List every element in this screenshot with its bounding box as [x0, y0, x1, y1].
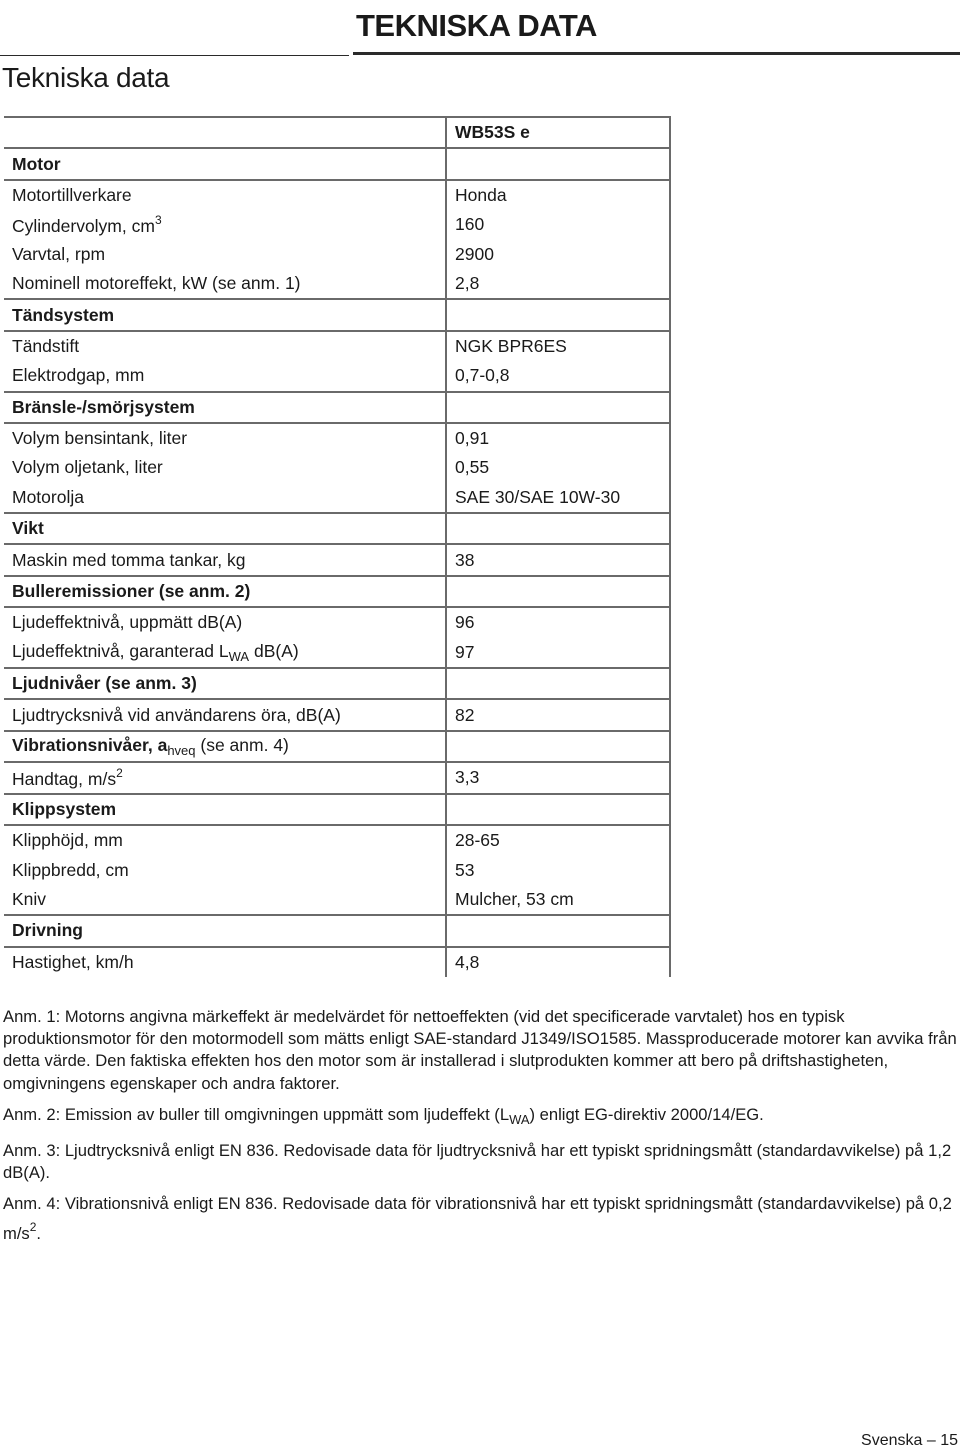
spec-value: 28-65	[446, 825, 670, 855]
label-text: Motor	[12, 153, 61, 174]
header-rule	[353, 52, 960, 55]
table-group-row	[4, 731, 670, 762]
label-text: Tändsystem	[12, 304, 115, 325]
spec-label	[4, 210, 446, 239]
label-text: Kniv	[12, 888, 47, 909]
note-text-suffix: ) enligt EG-direktiv 2000/14/EG.	[529, 1104, 764, 1124]
table-row	[4, 483, 670, 513]
spec-value: 53	[446, 855, 670, 884]
spec-label	[4, 855, 446, 884]
spec-value: 38	[446, 544, 670, 575]
table-row	[4, 825, 670, 855]
note-prefix: Anm. 3:	[3, 1141, 61, 1161]
label-text: Ljudeffektnivå, uppmätt dB(A)	[12, 612, 243, 633]
label-text: Ljudnivåer (se anm. 3)	[12, 673, 197, 694]
note-text-suffix: .	[36, 1223, 42, 1243]
group-label	[4, 148, 446, 179]
group-label	[4, 576, 446, 607]
spec-value: Honda	[446, 180, 670, 210]
section-header: TEKNISKA DATA	[356, 8, 597, 43]
spec-label	[4, 607, 446, 637]
spec-label	[4, 180, 446, 210]
label-text: Ljudeffektnivå, garanterad L	[12, 640, 229, 661]
table-row	[4, 885, 670, 915]
table-row	[4, 269, 670, 299]
footer-language: Svenska	[861, 1432, 923, 1449]
spec-value: 97	[446, 638, 670, 668]
spec-label	[4, 885, 446, 915]
label-text: Varvtal, rpm	[12, 243, 106, 264]
note-prefix: Anm. 2:	[3, 1104, 61, 1124]
table-row	[4, 240, 670, 269]
model-name: WB53S e	[446, 117, 670, 148]
table-row	[4, 607, 670, 637]
group-label	[4, 668, 446, 699]
spec-value: 2,8	[446, 269, 670, 299]
group-label	[4, 392, 446, 423]
spec-label	[4, 947, 446, 977]
label-text: Vikt	[12, 518, 44, 539]
table-row	[4, 638, 670, 668]
spec-value	[446, 513, 670, 544]
label-text: Volym bensintank, liter	[12, 428, 188, 449]
note-text: Vibrationsnivå enligt EN 836. Redovisade data för vibrationsnivå har ett typiskt spridningsmått (standardavvikelse) på 0,2 m/s	[3, 1194, 952, 1243]
label-superscript: 2	[116, 765, 123, 780]
spec-value: 0,91	[446, 423, 670, 453]
spec-value	[446, 148, 670, 179]
group-label	[4, 299, 446, 330]
note-prefix: Anm. 1:	[3, 1007, 61, 1026]
table-row	[4, 210, 670, 239]
spec-value: SAE 30/SAE 10W-30	[446, 483, 670, 513]
label-text: Vibrationsnivåer, a	[12, 735, 168, 755]
spec-value	[446, 731, 670, 762]
table-group-row	[4, 668, 670, 699]
spec-value	[446, 915, 670, 946]
table-row	[4, 361, 670, 391]
label-text: Handtag, m/s	[12, 768, 117, 789]
table-group-row	[4, 794, 670, 825]
spec-label	[4, 423, 446, 453]
label-suffix: (se anm. 4)	[195, 735, 289, 755]
spec-value: NGK BPR6ES	[446, 331, 670, 361]
spec-label	[4, 240, 446, 269]
group-label	[4, 513, 446, 544]
table-group-row	[4, 513, 670, 544]
note-paragraph	[3, 1193, 958, 1244]
note-text: Emission av buller till omgivningen uppmätt som ljudeffekt (L	[64, 1104, 510, 1124]
label-text: Motorolja	[12, 486, 84, 507]
table-row	[4, 699, 670, 730]
spec-value	[446, 392, 670, 423]
group-label	[4, 794, 446, 825]
note-superscript: 2	[29, 1219, 37, 1234]
label-text: Elektrodgap, mm	[12, 365, 145, 386]
table-row	[4, 180, 670, 210]
label-text: Motortillverkare	[12, 184, 132, 205]
label-text: Tändstift	[12, 335, 80, 356]
page-number: 15	[940, 1432, 958, 1449]
note-paragraph	[3, 1104, 958, 1131]
spec-value: 82	[446, 699, 670, 730]
label-text: Maskin med tomma tankar, kg	[12, 549, 246, 570]
table-header-row	[4, 117, 670, 148]
spec-label	[4, 762, 446, 793]
spec-value	[446, 794, 670, 825]
spec-value: 160	[446, 210, 670, 239]
spec-label	[4, 544, 446, 575]
spec-value: 96	[446, 607, 670, 637]
table-row	[4, 855, 670, 884]
label-text: Hastighet, km/h	[12, 951, 134, 972]
table-group-row	[4, 299, 670, 330]
note-subscript: WA	[509, 1111, 530, 1127]
label-text: Nominell motoreffekt, kW (se anm. 1)	[12, 273, 301, 294]
spec-value	[446, 299, 670, 330]
table-group-row	[4, 148, 670, 179]
spec-value: 4,8	[446, 947, 670, 977]
table-row	[4, 331, 670, 361]
spec-value: 0,55	[446, 453, 670, 482]
note-prefix: Anm. 4:	[3, 1194, 61, 1214]
spec-value: 2900	[446, 240, 670, 269]
table-group-row	[4, 915, 670, 946]
label-suffix: dB(A)	[249, 640, 299, 661]
label-text: Volym oljetank, liter	[12, 457, 163, 478]
table-row	[4, 453, 670, 482]
label-text: Ljudtrycksnivå vid användarens öra, dB(A)	[12, 704, 341, 725]
spec-label	[4, 331, 446, 361]
label-text: Klippbredd, cm	[12, 859, 129, 880]
label-subscript: WA	[228, 648, 250, 664]
table-group-row	[4, 392, 670, 423]
group-label	[4, 731, 446, 762]
spec-value: 0,7-0,8	[446, 361, 670, 391]
spec-label	[4, 638, 446, 668]
note-text: Motorns angivna märkeffekt är medelvärdet för nettoeffekten (vid det specificerade varvtalet) hos en typisk produktionsmotor för den motormodell som mätts enligt SAE-standard J1349/ISO1585. Massproducerade motorer kan avvika från detta värde. Den faktiska effekten hos den motor som är installerad i slutprodukten kommer att bero på driftshastigheten, omgivningens egenskaper och andra faktorer.	[3, 1007, 957, 1093]
label-text: Bränsle-/smörjsystem	[12, 396, 195, 417]
table-row	[4, 544, 670, 575]
table-header-empty	[4, 117, 446, 148]
spec-label	[4, 825, 446, 855]
footer-separator: –	[926, 1432, 936, 1449]
group-label	[4, 915, 446, 946]
label-text: Cylindervolym, cm	[12, 215, 155, 236]
label-text: Bulleremissioner (se anm. 2)	[12, 581, 251, 602]
table-row	[4, 947, 670, 977]
spec-label	[4, 483, 446, 513]
title-rule	[0, 55, 349, 56]
note-paragraph	[3, 1140, 958, 1184]
note-paragraph	[3, 1006, 958, 1095]
note-text: Ljudtrycksnivå enligt EN 836. Redovisade data för ljudtrycksnivå har ett typiskt spridningsmått (standardavvikelse) på 1,2 dB(A).	[3, 1141, 952, 1183]
spec-value: Mulcher, 53 cm	[446, 885, 670, 915]
page-footer	[861, 1432, 958, 1450]
spec-label	[4, 269, 446, 299]
label-text: Klipphöjd, mm	[12, 830, 123, 851]
notes-section	[3, 1006, 958, 1254]
spec-value	[446, 576, 670, 607]
spec-label	[4, 453, 446, 482]
spec-value: 3,3	[446, 762, 670, 793]
table-row	[4, 762, 670, 793]
label-text: Klippsystem	[12, 798, 117, 819]
label-text: Drivning	[12, 920, 83, 941]
spec-table	[4, 116, 671, 977]
table-group-row	[4, 576, 670, 607]
spec-label	[4, 699, 446, 730]
spec-label	[4, 361, 446, 391]
spec-value	[446, 668, 670, 699]
label-superscript: 3	[154, 212, 162, 227]
table-row	[4, 423, 670, 453]
label-subscript: hveq	[167, 743, 196, 758]
page-title: Tekniska data	[2, 62, 170, 93]
